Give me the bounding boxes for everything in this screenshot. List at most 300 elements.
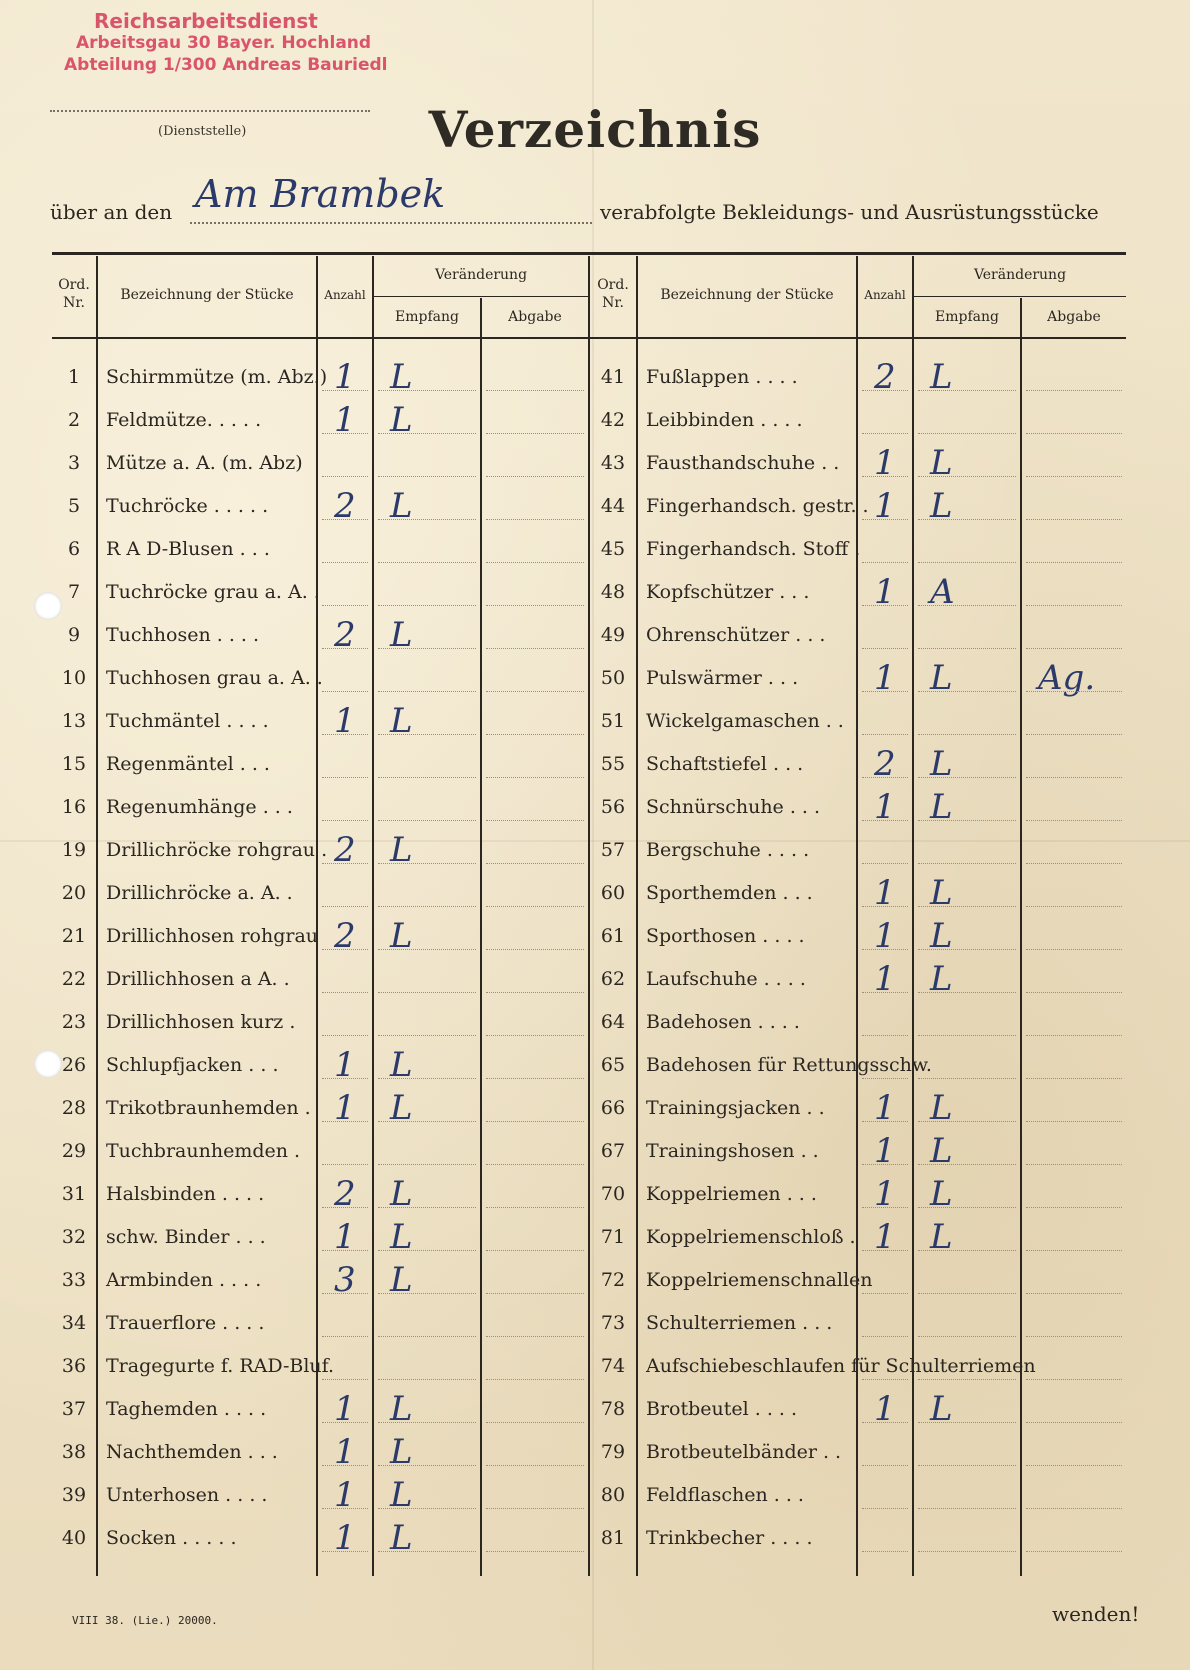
quantity-value: 1 [874,1088,896,1128]
row-number: 67 [600,1140,626,1162]
row-number: 51 [600,710,626,732]
return-mark [1022,958,1142,1001]
table-row [52,1216,1126,1259]
dotted-guide [862,1379,908,1380]
dotted-guide [918,734,1016,735]
dotted-guide [862,1508,908,1509]
row-number: 64 [600,1011,626,1033]
table-row [52,614,1126,657]
row-number: 62 [600,968,626,990]
dotted-guide [1026,1078,1122,1079]
quantity-value: 2 [334,615,356,655]
return-mark [1022,1173,1142,1216]
dotted-guide [1026,476,1122,477]
receipt-mark: L [930,959,953,999]
dotted-guide [918,1551,1016,1552]
row-number: 41 [600,366,626,388]
dotted-guide [862,1336,908,1337]
row-number: 48 [600,581,626,603]
return-mark [1022,1388,1142,1431]
table-row [52,1173,1126,1216]
row-number: 7 [67,581,81,603]
row-number: 32 [61,1226,87,1248]
return-mark [1022,915,1142,958]
return-mark [1022,1001,1142,1044]
item-name: Regenmäntel . . . [106,753,270,775]
row-number: 73 [600,1312,626,1334]
item-name: Drillichhosen kurz . [106,1011,296,1033]
row-number: 70 [600,1183,626,1205]
dotted-guide [1026,1035,1122,1036]
dotted-guide [862,906,908,907]
dotted-guide [1026,1250,1122,1251]
row-number: 44 [600,495,626,517]
quantity-value: 1 [334,400,356,440]
dotted-guide [862,691,908,692]
receipt-mark [914,1259,1036,1302]
row-number: 45 [600,538,626,560]
receipt-mark: L [930,916,953,956]
receipt-mark: L [390,1518,413,1558]
row-number: 26 [61,1054,87,1076]
dotted-guide [918,906,1016,907]
receipt-mark: L [390,701,413,741]
item-name: schw. Binder . . . [106,1226,266,1248]
row-number: 71 [600,1226,626,1248]
dotted-guide [918,605,1016,606]
dotted-guide [918,863,1016,864]
return-mark [1022,614,1142,657]
receipt-mark [914,829,1036,872]
row-number: 22 [61,968,87,990]
dotted-guide [862,1207,908,1208]
dotted-guide [862,777,908,778]
item-name: Leibbinden . . . . [646,409,803,431]
dotted-guide [862,433,908,434]
row-number: 74 [600,1355,626,1377]
row-number: 42 [600,409,626,431]
table-row [52,657,1126,700]
header-abgabe: Abgabe [508,309,562,325]
row-number: 43 [600,452,626,474]
dotted-guide [918,476,1016,477]
header-veraenderung: Veränderung [973,267,1067,283]
row-number: 21 [61,925,87,947]
item-name: Armbinden . . . . [106,1269,262,1291]
return-mark [1022,743,1142,786]
row-number: 5 [67,495,81,517]
item-name: Sporthemden . . . [646,882,813,904]
item-name: Unterhosen . . . . [106,1484,268,1506]
table-row [52,1474,1126,1517]
row-number: 1 [67,366,81,388]
row-number: 55 [600,753,626,775]
item-name: Ohrenschützer . . . [646,624,826,646]
item-name: Regenumhänge . . . [106,796,293,818]
receipt-mark: L [930,1131,953,1171]
subheader-rule [914,296,1126,297]
dotted-guide [918,992,1016,993]
item-name: Koppelriemenschnallen [646,1269,873,1291]
receipt-mark [914,1302,1036,1345]
quantity-value: 1 [334,1432,356,1472]
dotted-guide [918,390,1016,391]
receipt-mark: L [930,658,953,698]
office-stamp [60,9,388,76]
dotted-guide [862,562,908,563]
receipt-mark [914,1345,1036,1388]
row-number: 2 [67,409,81,431]
dotted-guide [918,1379,1016,1380]
receipt-mark: L [930,1217,953,1257]
dotted-guide [1026,906,1122,907]
item-name: Tuchhosen grau a. A. . [106,667,323,689]
receipt-mark: L [930,873,953,913]
quantity-value: 2 [334,1174,356,1214]
table-row [52,1388,1126,1431]
quantity-value: 1 [874,1174,896,1214]
item-name: Pulswärmer . . . [646,667,799,689]
dotted-guide [918,1336,1016,1337]
dotted-guide [918,519,1016,520]
item-name: Drillichhosen a A. . [106,968,290,990]
subheader-rule [374,296,588,297]
row-number: 9 [67,624,81,646]
row-number: 36 [61,1355,87,1377]
row-number: 29 [61,1140,87,1162]
dotted-guide [918,1293,1016,1294]
dotted-guide [1026,1551,1122,1552]
quantity-value: 1 [334,1475,356,1515]
row-number: 15 [61,753,87,775]
item-name: Fausthandschuhe . . [646,452,840,474]
table-top-rule [52,252,1126,255]
table-row [52,442,1126,485]
dotted-guide [1026,1465,1122,1466]
item-name: Bergschuhe . . . . [646,839,810,861]
dotted-guide [918,648,1016,649]
table-row [52,1431,1126,1474]
return-mark [1022,1345,1142,1388]
item-name: Koppelriemenschloß . [646,1226,856,1248]
dotted-guide [918,1422,1016,1423]
header-anzahl: Anzahl [324,288,366,302]
quantity-value: 1 [874,1217,896,1257]
dotted-guide [862,1121,908,1122]
table-row [52,700,1126,743]
table-row [52,1130,1126,1173]
item-name: Trikotbraunhemden . [106,1097,311,1119]
receipt-mark: L [930,443,953,483]
receipt-mark: L [390,1088,413,1128]
receipt-mark: L [930,744,953,784]
item-name: Fingerhandsch. Stoff . [646,538,861,560]
row-number: 37 [61,1398,87,1420]
item-name: Fingerhandsch. gestr. . [646,495,869,517]
dotted-guide [862,1164,908,1165]
dotted-guide [918,1164,1016,1165]
return-mark [1022,1087,1142,1130]
row-number: 20 [61,882,87,904]
dotted-guide [918,820,1016,821]
return-mark [1022,528,1142,571]
quantity-value: 1 [874,443,896,483]
return-mark [1022,442,1142,485]
table-row [52,958,1126,1001]
header-empfang: Empfang [935,309,999,325]
dotted-guide [918,1250,1016,1251]
row-number: 72 [600,1269,626,1291]
receipt-mark [914,1001,1036,1044]
item-name: Feldmütze. . . . . [106,409,262,431]
row-number: 57 [600,839,626,861]
item-name: Wickelgamaschen . . [646,710,844,732]
row-number: 31 [61,1183,87,1205]
quantity-value: 1 [874,1131,896,1171]
dotted-guide [1026,949,1122,950]
receipt-mark: L [390,1217,413,1257]
quantity-value: 2 [334,916,356,956]
dotted-guide [1026,562,1122,563]
dotted-guide [862,1551,908,1552]
table-row [52,528,1126,571]
receipt-mark: L [390,486,413,526]
name-line [190,222,592,224]
row-number: 10 [61,667,87,689]
dotted-guide [1026,820,1122,821]
item-name: Trinkbecher . . . . [646,1527,813,1549]
return-mark [1022,399,1142,442]
inventory-table [52,252,1126,1576]
row-number: 16 [61,796,87,818]
dotted-guide [1026,648,1122,649]
quantity-value: 2 [874,357,896,397]
dotted-guide [862,949,908,950]
dotted-guide [1026,605,1122,606]
dotted-guide [862,519,908,520]
table-row [52,829,1126,872]
item-name: Drillichhosen rohgrau [106,925,319,947]
quantity-value: 1 [334,701,356,741]
dotted-guide [1026,1336,1122,1337]
item-name: Tuchhosen . . . . [106,624,260,646]
row-number: 60 [600,882,626,904]
item-name: Aufschiebeschlaufen für Schulterriemen [646,1355,1036,1377]
receipt-mark [914,1517,1036,1560]
dotted-guide [1026,390,1122,391]
receipt-mark: L [390,1174,413,1214]
table-row [52,1259,1126,1302]
item-name: Badehosen für Rettungsschw. [646,1054,932,1076]
table-row [52,1345,1126,1388]
receipt-mark [914,1044,1036,1087]
table-row [52,743,1126,786]
dotted-guide [862,648,908,649]
receipt-mark: L [930,1088,953,1128]
return-mark [1022,786,1142,829]
quantity-value: 1 [334,1045,356,1085]
quantity-value: 1 [334,1217,356,1257]
quantity-value: 3 [334,1260,356,1300]
item-name: Fußlappen . . . . [646,366,798,388]
receipt-mark: L [930,486,953,526]
dotted-guide [1026,863,1122,864]
dotted-guide [862,1465,908,1466]
dotted-guide [1026,992,1122,993]
dotted-guide [1026,734,1122,735]
item-name: Mütze a. A. (m. Abz) [106,452,303,474]
receipt-mark: L [390,830,413,870]
dotted-guide [1026,1164,1122,1165]
return-mark [1022,485,1142,528]
dotted-guide [1026,1293,1122,1294]
return-mark [1022,356,1142,399]
dotted-guide [862,1250,908,1251]
receipt-mark: L [390,1389,413,1429]
quantity-value: 1 [334,1518,356,1558]
receipt-mark [914,614,1036,657]
dotted-guide [918,562,1016,563]
quantity-value: 1 [874,1389,896,1429]
item-name: Schaftstiefel . . . [646,753,804,775]
dotted-guide [918,691,1016,692]
dotted-guide [918,433,1016,434]
item-name: Nachthemden . . . [106,1441,278,1463]
row-number: 38 [61,1441,87,1463]
receipt-mark: L [930,357,953,397]
row-number: 3 [67,452,81,474]
return-mark [1022,1216,1142,1259]
dotted-guide [862,992,908,993]
receipt-mark [914,700,1036,743]
dotted-guide [862,734,908,735]
turn-over-note: wenden! [1052,1602,1140,1626]
receipt-mark: L [390,1045,413,1085]
item-name: Kopfschützer . . . [646,581,810,603]
table-row [52,1044,1126,1087]
dotted-guide [918,1508,1016,1509]
row-number: 66 [600,1097,626,1119]
row-number: 61 [600,925,626,947]
quantity-value: 1 [874,572,896,612]
table-row [52,786,1126,829]
dotted-guide [1026,1508,1122,1509]
receipt-mark: L [390,916,413,956]
receipt-mark: L [390,400,413,440]
dotted-guide [1026,1422,1122,1423]
dotted-guide [862,1422,908,1423]
item-name: Brotbeutel . . . . [646,1398,798,1420]
table-row [52,485,1126,528]
item-name: Tuchmäntel . . . . [106,710,269,732]
row-number: 6 [67,538,81,560]
dotted-guide [918,1465,1016,1466]
quantity-value: 1 [334,357,356,397]
row-number: 28 [61,1097,87,1119]
dotted-guide [918,777,1016,778]
header-ordnr: Ord. Nr. [597,277,629,311]
quantity-value: 1 [334,1389,356,1429]
receipt-mark [914,1431,1036,1474]
item-name: Badehosen . . . . [646,1011,800,1033]
dotted-guide [862,820,908,821]
receipt-mark: L [390,615,413,655]
row-number: 33 [61,1269,87,1291]
dotted-guide [918,1078,1016,1079]
item-name: Trauerflore . . . . [106,1312,265,1334]
return-mark [1022,872,1142,915]
receipt-mark: L [930,1174,953,1214]
dotted-guide [862,390,908,391]
return-mark [1022,571,1142,614]
quantity-value: 2 [874,744,896,784]
item-name: Tuchröcke . . . . . [106,495,269,517]
row-number: 40 [61,1527,87,1549]
item-name: Schulterriemen . . . [646,1312,833,1334]
row-number: 80 [600,1484,626,1506]
item-name: Schnürschuhe . . . [646,796,821,818]
row-number: 39 [61,1484,87,1506]
return-mark [1022,1474,1142,1517]
item-name: Socken . . . . . [106,1527,237,1549]
item-name: Laufschuhe . . . . [646,968,806,990]
table-row [52,571,1126,614]
quantity-value: 1 [874,658,896,698]
table-row [52,872,1126,915]
document-title: Verzeichnis [428,100,762,159]
row-number: 23 [61,1011,87,1033]
row-number: 19 [61,839,87,861]
header-abgabe: Abgabe [1047,309,1101,325]
header-bezeichnung: Bezeichnung der Stücke [120,287,294,303]
return-mark [1022,700,1142,743]
item-name: Taghemden . . . . [106,1398,267,1420]
verabfolgt-label: verabfolgte Bekleidungs- und Ausrüstungsstücke [600,200,1099,224]
dotted-guide [1026,1121,1122,1122]
dotted-guide [918,1121,1016,1122]
dotted-guide [1026,519,1122,520]
dotted-guide [918,949,1016,950]
return-mark: Ag. [1038,658,1096,698]
item-name: Trainingshosen . . [646,1140,819,1162]
dotted-guide [862,605,908,606]
ueber-label: über an den [50,200,173,224]
dienststelle-label: (Dienststelle) [158,124,247,139]
dotted-guide [1026,1379,1122,1380]
table-row [52,1001,1126,1044]
return-mark [1022,1431,1142,1474]
recipient-name: Am Brambek [195,172,446,216]
dotted-guide [862,476,908,477]
dotted-guide [862,1293,908,1294]
item-name: Drillichröcke a. A. . [106,882,293,904]
row-number: 65 [600,1054,626,1076]
row-number: 13 [61,710,87,732]
receipt-mark: L [930,787,953,827]
row-number: 79 [600,1441,626,1463]
header-ordnr: Ord. Nr. [58,277,90,311]
item-name: Schirmmütze (m. Abz.) [106,366,328,388]
receipt-mark: L [390,1432,413,1472]
stamp-line-3: Abteilung 1/300 Andreas Bauriedl [64,55,388,75]
item-name: Tragegurte f. RAD-Bluf. [106,1355,335,1377]
table-row [52,915,1126,958]
row-number: 56 [600,796,626,818]
receipt-mark: A [930,572,955,612]
receipt-mark [914,399,1036,442]
receipt-mark: L [390,1475,413,1515]
row-number: 78 [600,1398,626,1420]
